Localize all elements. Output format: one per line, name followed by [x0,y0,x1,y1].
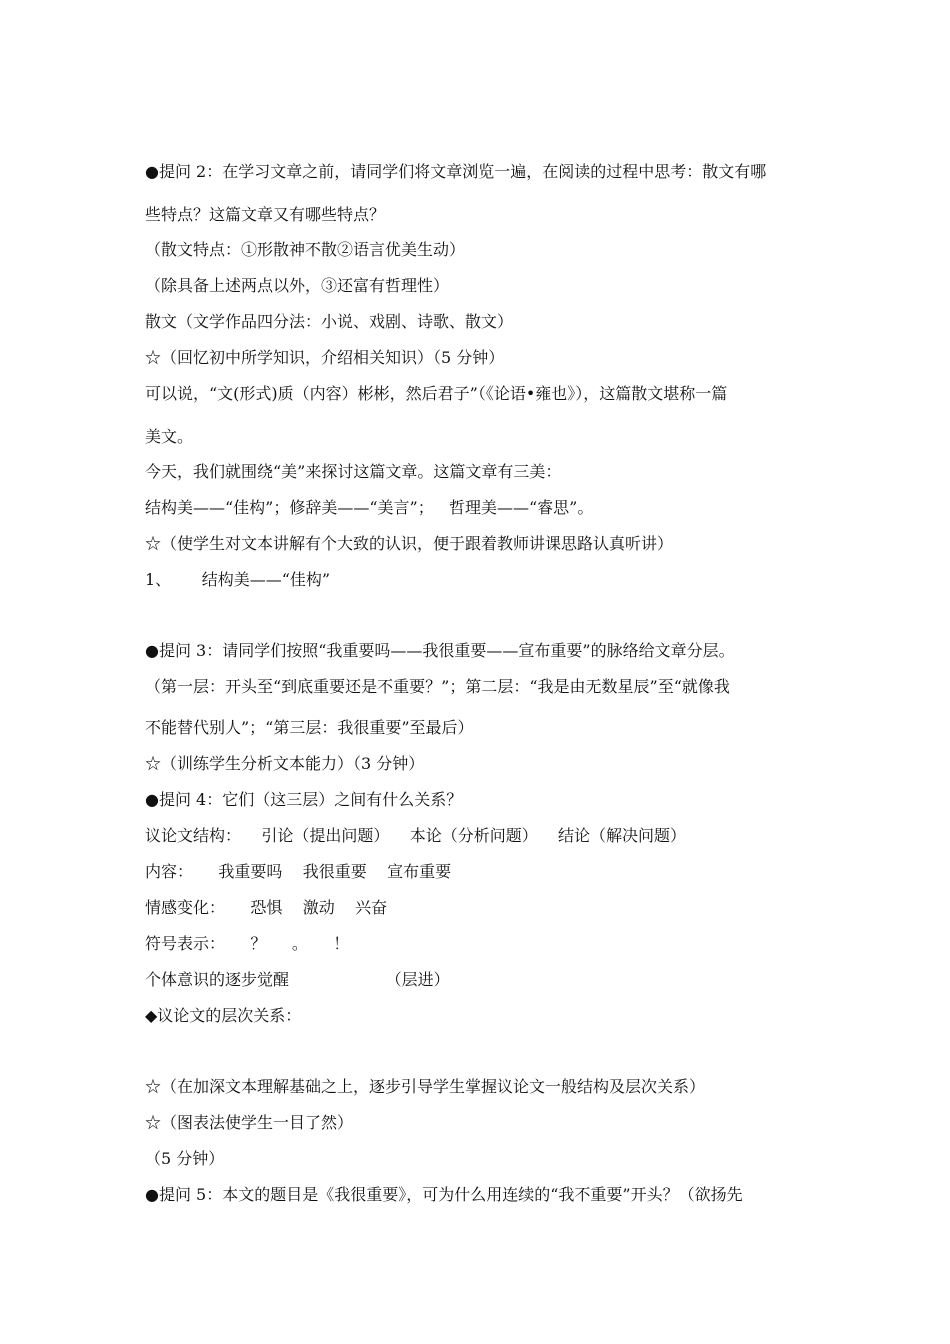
content-row: 内容： 我重要吗 我很重要 宣布重要 [145,862,452,881]
three-beauties-list: 结构美——“佳构”；修辞美——“美言”； 哲理美——“睿思”。 [145,498,594,517]
layer-answer-line-1: （第一层：开头至“到底重要还是不重要？”；第二层：“我是由无数星辰”至“就像我 [145,677,730,696]
awakening-row: 个体意识的逐步觉醒 （层进） [145,970,450,989]
question-2-line-1: ●提问 2：在学习文章之前，请同学们将文章浏览一遍，在阅读的过程中思考：散文有哪 [145,162,767,181]
teaching-note-3: ☆（训练学生分析文本能力）（3 分钟） [145,754,425,773]
question-4: ●提问 4：它们（这三层）之间有什么关系？ [145,790,463,809]
argument-structure: 议论文结构： 引论（提出问题） 本论（分析问题） 结论（解决问题） [145,826,687,845]
layer-answer-line-2: 不能替代别人”；“第三层：我很重要”至最后） [145,718,474,737]
question-3: ●提问 3：请同学们按照“我重要吗——我很重要——宣布重要”的脉络给文章分层。 [145,641,735,660]
symbol-row: 符号表示： ？ 。 ！ [145,934,350,953]
time-note: （5 分钟） [145,1149,225,1168]
question-2-line-2: 些特点？这篇文章又有哪些特点？ [145,205,386,224]
quote-line-1: 可以说，“文(形式)质（内容）彬彬，然后君子”（《论语•雍也》），这篇散文堪称一篇 [145,384,728,403]
teaching-note-5: ☆（图表法使学生一目了然） [145,1113,354,1132]
question-5: ●提问 5：本文的题目是《我很重要》，可为什么用连续的“我不重要”开头？（欲扬先 [145,1185,743,1204]
quote-line-2: 美文。 [145,427,194,446]
teaching-note-4: ☆（在加深文本理解基础之上，逐步引导学生掌握议论文一般结构及层次关系） [145,1077,706,1096]
hierarchy-heading: ◆议论文的层次关系： [145,1006,302,1025]
teaching-note-2: ☆（使学生对文本讲解有个大致的认识，便于跟着教师讲课思路认真听讲） [145,534,674,553]
section-heading-structure: 1、 结构美——“佳构” [145,570,331,589]
extra-feature-note: （除具备上述两点以外，③还富有哲理性） [145,276,450,295]
emotion-row: 情感变化： 恐惧 激动 兴奋 [145,898,388,917]
three-beauties-intro: 今天，我们就围绕“美”来探讨这篇文章。这篇文章有三美： [145,462,562,481]
teaching-note-1: ☆（回忆初中所学知识，介绍相关知识）（5 分钟） [145,348,505,367]
prose-classification: 散文（文学作品四分法：小说、戏剧、诗歌、散文） [145,312,514,331]
prose-features-note: （散文特点：①形散神不散②语言优美生动） [145,240,466,259]
